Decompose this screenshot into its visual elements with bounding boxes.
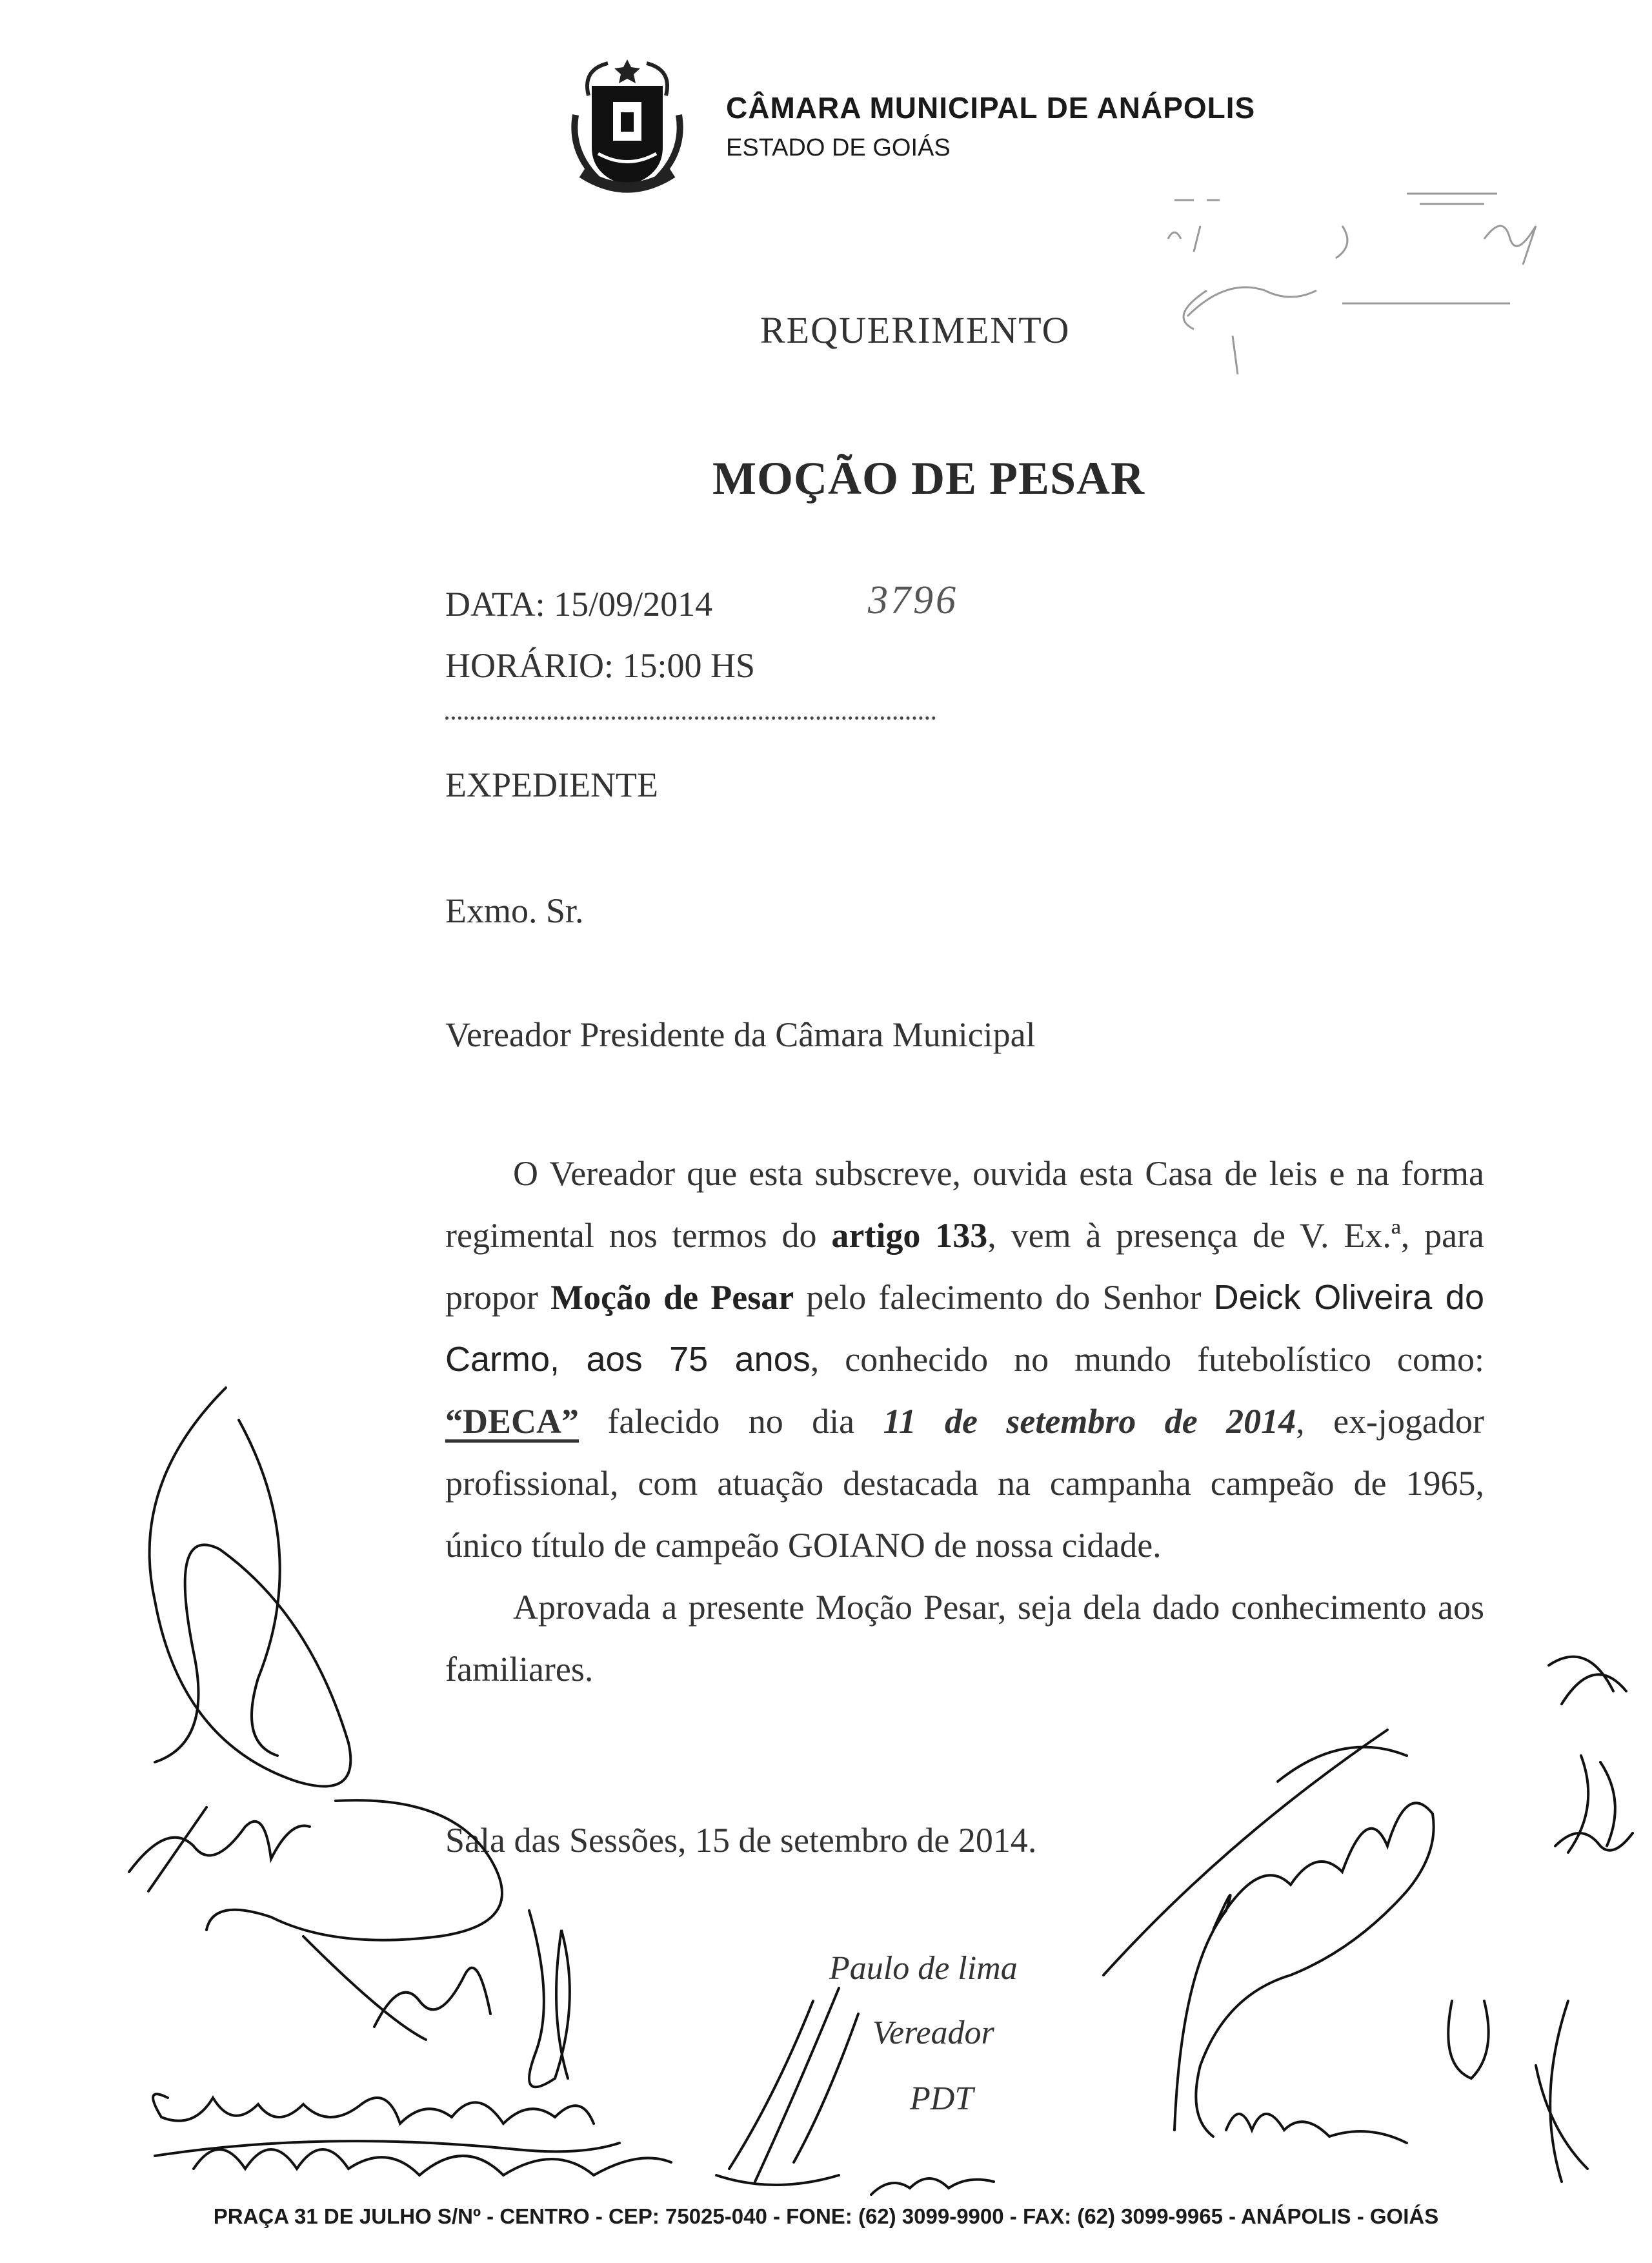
death-date: 11 de setembro de 2014 xyxy=(883,1402,1296,1441)
section-label: EXPEDIENTE xyxy=(445,766,658,804)
signature-bottom-right xyxy=(1226,2114,1407,2143)
signature-vertical xyxy=(529,1911,570,2087)
deceased-name: Deick Oliveira do Carmo, aos 75 anos xyxy=(445,1278,1485,1379)
footer-address: PRAÇA 31 DE JULHO S/Nº - CENTRO - CEP: 75025-040 - FONE: (62) 3099-9900 - FAX: (62) 3099-9965 - ANÁPOLIS - GOIÁS xyxy=(213,2204,1439,2228)
nickname: “DECA” xyxy=(445,1402,579,1441)
article-reference: artigo 133 xyxy=(831,1216,988,1255)
protocol-stamp xyxy=(1149,181,1639,394)
dotted-line xyxy=(445,716,936,720)
body-text xyxy=(445,1142,1484,1700)
document-type: REQUERIMENTO xyxy=(760,309,1071,351)
signature-center xyxy=(716,1988,858,2185)
organization-state: ESTADO DE GOIÁS xyxy=(726,134,951,161)
signature-middle-left xyxy=(303,1936,490,2040)
motion-name: Moção de Pesar xyxy=(550,1278,794,1317)
signature-left-loop xyxy=(150,1388,351,1787)
body-paragraph-1: O Vereador que esta subscreve, ouvida esta Casa de leis e na forma regimental nos termos do artigo 133, vem à presença de V. Ex.ª, para propor Moção de Pesar pelo falecimento do Senhor Deick Oliveira do Carmo, aos 75 anos, conhecido no mundo futebolístico como: “DECA” falecido no dia 11 de setembro de 2014, ex-jogador profissional, com atuação destacada na campanha campeão de 1965, único título de campeão GOIANO de nossa cidade. xyxy=(445,1154,1485,1565)
closing-line: Sala das Sessões, 15 de setembro de 2014. xyxy=(445,1821,1037,1860)
signature-dinamelia xyxy=(153,2094,594,2124)
signature-bottom-left xyxy=(155,2141,671,2175)
signatory-role: Vereador xyxy=(872,2014,994,2051)
organization-name: CÂMARA MUNICIPAL DE ANÁPOLIS xyxy=(726,91,1256,125)
addressee: Vereador Presidente da Câmara Municipal xyxy=(445,1015,1036,1054)
signature-far-right xyxy=(1549,1657,1626,1852)
meeting-date: DATA: 15/09/2014 xyxy=(445,585,713,624)
signature-right-loops xyxy=(1103,1730,1434,2136)
body-paragraph-2: Aprovada a presente Moção Pesar, seja dela dado conhecimento aos familiares. xyxy=(445,1588,1484,1689)
document-title: MOÇÃO DE PESAR xyxy=(712,452,1145,504)
signature-far-right-lower xyxy=(1448,2001,1587,2182)
meeting-time: HORÁRIO: 15:00 HS xyxy=(445,646,756,685)
municipal-seal-icon xyxy=(563,57,692,199)
protocol-number: 3796 xyxy=(868,578,958,622)
signature-center-small xyxy=(871,2178,994,2195)
salutation: Exmo. Sr. xyxy=(445,891,584,930)
signature-left-scrawl xyxy=(129,1807,310,1891)
signature-right-zigzag xyxy=(1278,1747,1407,1781)
signature-far-right-scribble xyxy=(1555,1833,1633,1851)
signatory-party: PDT xyxy=(910,2080,974,2117)
signatory-name: Paulo de lima xyxy=(829,1950,1018,1987)
